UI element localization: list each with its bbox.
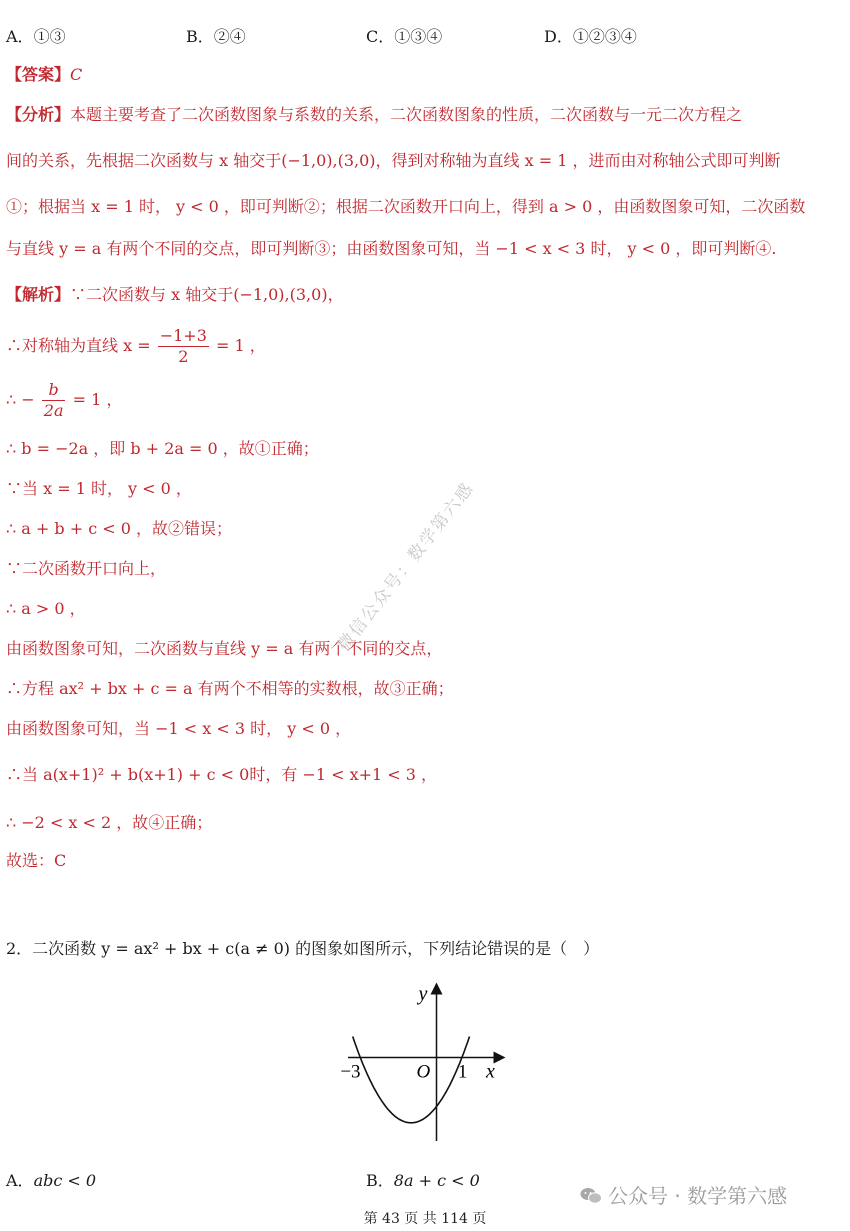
answer-tag: 【答案】: [6, 65, 71, 84]
question-2-text: 2．二次函数 y = ax² + bx + c(a ≠ 0) 的图象如图所示，下列结论错误的是（ ）: [6, 939, 600, 958]
brand-mark: 公众号 · 数学第六感: [580, 1180, 787, 1209]
answer-value: C: [70, 65, 83, 84]
option-a-top: A．①③: [6, 27, 66, 46]
analysis-line-1: 【分析】本题主要考查了二次函数图象与系数的关系，二次函数图象的性质，二次函数与一元二次方程之: [6, 105, 743, 124]
solution-line-7: ∵二次函数开口向上，: [6, 559, 167, 578]
analysis-line-3: ①；根据当 x = 1 时， y < 0 ，即可判断②；根据二次函数开口向上，得到 a > 0 ，由函数图象可知，二次函数: [6, 197, 806, 216]
option-b-top: B．②④: [186, 27, 246, 46]
question-2-option-a: A．abc < 0: [6, 1171, 97, 1190]
option-d-top: D．①②③④: [544, 27, 637, 46]
y-axis-label: y: [418, 983, 428, 1005]
fraction-sym-axis: $\frac{-1+3}{2}$: [159, 326, 207, 366]
x-axis-label: x: [486, 1060, 495, 1083]
solution-line-3: ∴ − $\frac{b}{2a}$ = 1 ，: [6, 380, 123, 420]
answer-line: [6, 64, 82, 86]
solution-line-10: ∴方程 ax² + bx + c = a 有两个不相等的实数根，故③正确；: [6, 679, 454, 698]
analysis-line-2: 间的关系，先根据二次函数与 x 轴交于(−1,0),(3,0)，得到对称轴为直线 x = 1 ，进而由对称轴公式即可判断: [6, 151, 781, 170]
solution-line-4: ∴ b = −2a ，即 b + 2a = 0 ，故①正确；: [6, 439, 319, 458]
fraction-b-2a: $\frac{b}{2a}$: [43, 380, 64, 420]
analysis-line-4: 与直线 y = a 有两个不同的交点，即可判断③；由函数图象可知，当 −1 < x < 3 时， y < 0 ，即可判断④.: [6, 239, 777, 258]
solution-line-2: ∴对称轴为直线 x = $\frac{-1+3}{2}$ = 1 ，: [6, 326, 266, 366]
option-c-top: C．①③④: [366, 27, 443, 46]
watermark: 微信公众号：数学第六感: [333, 478, 479, 656]
solution-line-9: 由函数图象可知，二次函数与直线 y = a 有两个不同的交点，: [6, 639, 443, 658]
solution-line-1: 【解析】∵二次函数与 x 轴交于(−1,0),(3,0)，: [6, 285, 344, 304]
parabola-graph: [340, 980, 510, 1145]
tick-label-1: 1: [457, 1061, 468, 1083]
solution-line-14: 故选：C: [6, 851, 67, 870]
solution-line-13: ∴ −2 < x < 2 ，故④正确；: [6, 813, 213, 832]
solution-line-12: ∴当 a(x+1)² + b(x+1) + c < 0时，有 −1 < x+1 < 3 ，: [6, 765, 438, 784]
solution-line-11: 由函数图象可知，当 −1 < x < 3 时， y < 0 ，: [6, 719, 352, 738]
parabola-curve: [353, 1037, 470, 1123]
solution-line-5: ∵当 x = 1 时， y < 0 ，: [6, 479, 192, 498]
origin-label: O: [416, 1061, 431, 1083]
page-footer: 第 43 页 共 114 页: [363, 1211, 487, 1227]
solution-line-8: ∴ a > 0 ，: [6, 599, 86, 618]
question-2-option-b: B．8a + c < 0: [366, 1171, 480, 1190]
tick-label-neg3: −3: [340, 1061, 361, 1083]
solution-line-6: ∴ a + b + c < 0 ，故②错误；: [6, 519, 233, 538]
wechat-icon: [580, 1187, 602, 1205]
